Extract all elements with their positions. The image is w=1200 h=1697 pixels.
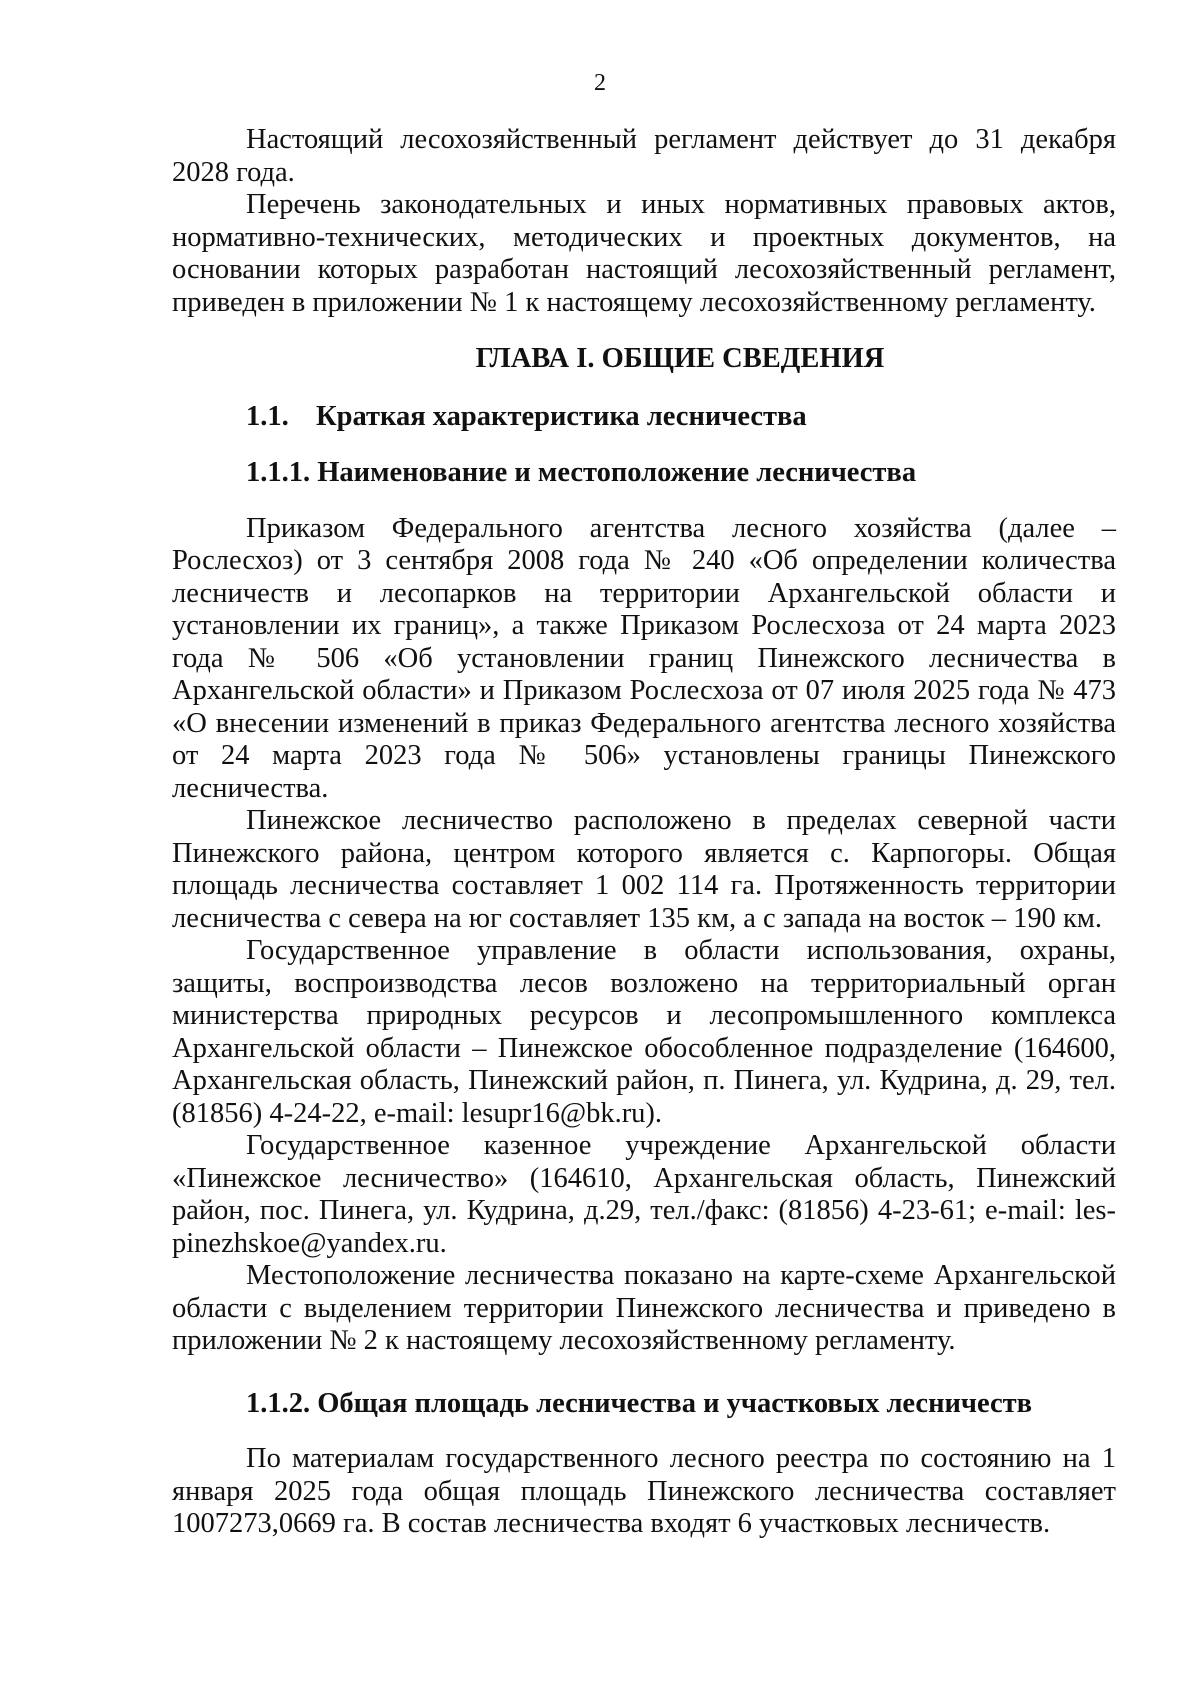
chapter-title: ГЛАВА I. ОБЩИЕ СВЕДЕНИЯ <box>475 343 885 374</box>
section-heading <box>246 401 1116 434</box>
paragraph: По материалам государственного лесного реестра по состоянию на 1 января 2025 года общая площадь Пинежского лесничества составляет 1007273,0669 га. В состав лесничества входят 6 участковых лесничеств. <box>172 1443 1116 1539</box>
subsection-heading: 1.1.1. Наименование и местоположение лесничества <box>246 457 917 488</box>
paragraph: Государственное управление в области использования, охраны, защиты, воспроизводства лесов возложено на территориальный орган министерства природных ресурсов и лесопромышленного комплекса Архангельской области – Пинежское обособленное подразделение (164600, Архангельская область, Пинежский район, п. Пинега, ул. Кудрина, д. 29, тел. (81856) 4-24-22, e-mail: lesupr16@bk.ru). <box>172 935 1116 1129</box>
paragraph: Пинежское лесничество расположено в пределах северной части Пинежского района, центром которого является с. Карпогоры. Общая площадь лесничества составляет 1 002 114 га. Протяженность территории лесничества с севера на юг составляет 135 км, а с запада на восток – 190 км. <box>172 805 1116 934</box>
document-body <box>172 124 1116 1541</box>
section-title: Краткая характеристика лесничества <box>316 400 807 432</box>
paragraph: Приказом Федерального агентства лесного хозяйства (далее – Рослесхоз) от 3 сентября 2008 года № 240 «Об определении количества лесничеств и лесопарков на территории Архангельской области и установлении их границ», а также Приказом Рослесхоза от 24 марта 2023 года № 506 «Об установлении границ Пинежского лесничества в Архангельской области» и Приказом Рослесхоза от 07 июля 2025 года № 473 «О внесении изменений в приказ Федерального агентства лесного хозяйства от 24 марта 2023 года № 506» установлены границы Пинежского лесничества. <box>172 512 1116 804</box>
paragraph: Местоположение лесничества показано на карте-схеме Архангельской области с выделением территории Пинежского лесничества и приведено в приложении № 2 к настоящему лесохозяйственному регламенту. <box>172 1260 1116 1356</box>
page-number: 2 <box>594 70 606 96</box>
paragraph: Настоящий лесохозяйственный регламент действует до 31 декабря 2028 года. <box>172 124 1116 188</box>
section-number: 1.1. <box>246 400 289 432</box>
paragraph: Государственное казенное учреждение Архангельской области «Пинежское лесничество» (164610, Архангельская область, Пинежский район, пос. Пинега, ул. Кудрина, д.29, тел./факс: (81856) 4-23-61; e-mail: les-pinezhskoe@yandex.ru. <box>172 1130 1116 1259</box>
subsection-heading: 1.1.2. Общая площадь лесничества и участковых лесничеств <box>246 1387 1033 1419</box>
paragraph: Перечень законодательных и иных нормативных правовых актов, нормативно-технических, методических и проектных документов, на основании которых разработан настоящий лесохозяйственный регламент, приведен в приложении № 1 к настоящему лесохозяйственному регламенту. <box>172 189 1116 318</box>
